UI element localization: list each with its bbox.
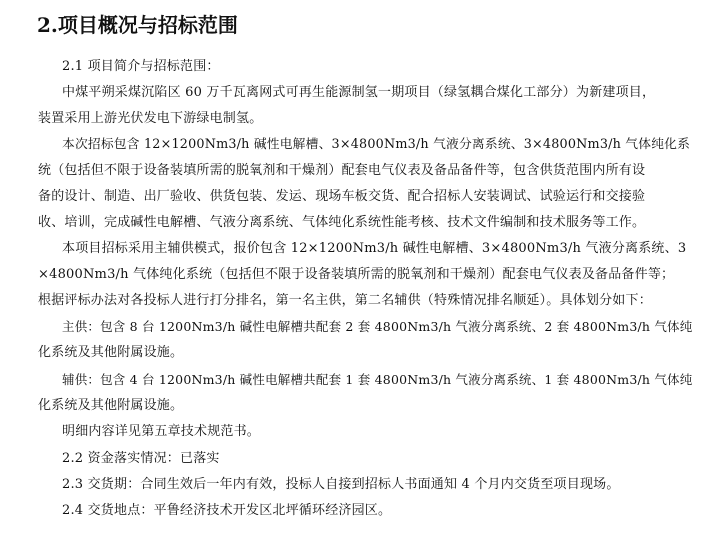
paragraph-line: 中煤平朔采煤沉陷区 60 万千瓦离网式可再生能源制氢一期项目（绿氢耦合煤化工部分）为新建项目， — [62, 85, 656, 100]
paragraph-line: 装置采用上游光伏发电下游绿电制氢。 — [38, 111, 263, 126]
subsection-heading-2-2: 2.2 资金落实情况：已落实 — [62, 451, 220, 466]
paragraph-line: 收、培训，完成碱性电解槽、气液分离系统、气体纯化系统性能考核、技术文件编制和技术服务等工作。 — [38, 215, 646, 230]
subsection-heading-2-1: 2.1 项目简介与招标范围： — [62, 59, 220, 74]
subsection-heading-2-4: 2.4 交货地点：平鲁经济技术开发区北坪循环经济园区。 — [62, 503, 392, 518]
paragraph-line: 主供：包含 8 台 1200Nm3/h 碱性电解槽共配套 2 套 4800Nm3/h 气液分离系统、2 套 4800Nm3/h 气体纯 — [62, 319, 693, 334]
section-heading: 2.项目概况与招标范围 — [37, 13, 238, 37]
paragraph-line: 统（包括但不限于设备装填所需的脱氧剂和干燥剂）配套电气仪表及备品备件等，包含供货范围内所有设 — [38, 163, 646, 178]
paragraph-line: ×4800Nm3/h 气体纯化系统（包括但不限于设备装填所需的脱氧剂和干燥剂）配套电气仪表及备品备件等； — [38, 267, 675, 282]
paragraph-line: 本项目招标采用主辅供模式，报价包含 12×1200Nm3/h 碱性电解槽、3×4800Nm3/h 气液分离系统、3 — [62, 241, 687, 256]
paragraph-line: 明细内容详见第五章技术规范书。 — [62, 424, 261, 439]
paragraph-line: 根据评标办法对各投标人进行打分排名，第一名主供，第二名辅供（特殊情况排名顺延）。具体划分如下： — [38, 293, 652, 308]
paragraph-line: 辅供：包含 4 台 1200Nm3/h 碱性电解槽共配套 1 套 4800Nm3/h 气液分离系统、1 套 4800Nm3/h 气体纯 — [62, 372, 693, 387]
paragraph-line: 化系统及其他附属设施。 — [38, 398, 184, 413]
paragraph-line: 本次招标包含 12×1200Nm3/h 碱性电解槽、3×4800Nm3/h 气液分离系统、3×4800Nm3/h 气体纯化系 — [62, 137, 691, 152]
subsection-heading-2-3: 2.3 交货期：合同生效后一年内有效，投标人自接到招标人书面通知 4 个月内交货至项目现场。 — [62, 477, 620, 492]
paragraph-line: 备的设计、制造、出厂验收、供货包装、发运、现场车板交货、配合招标人安装调试、试验运行和交接验 — [38, 189, 646, 204]
paragraph-line: 化系统及其他附属设施。 — [38, 345, 184, 360]
